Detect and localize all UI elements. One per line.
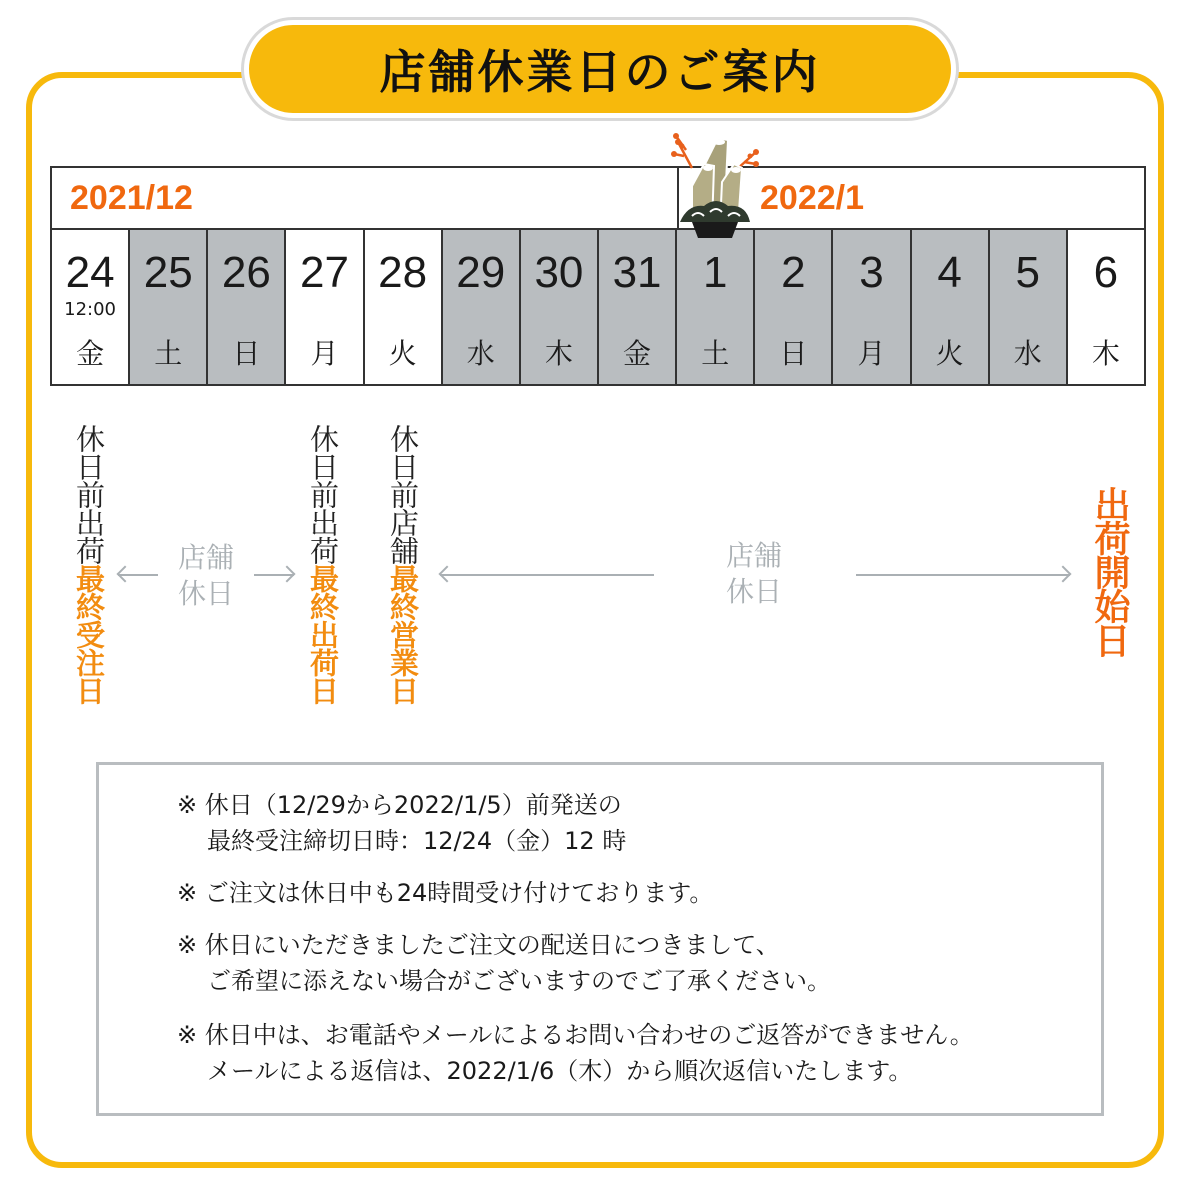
closed-label-2-line2: 休日 <box>725 575 782 608</box>
day-cell <box>599 230 677 384</box>
arrow-left-1 <box>118 574 158 576</box>
notes-box <box>96 762 1104 1116</box>
note-3-line2: ご希望に添えない場合がございますのでご了承ください。 <box>207 967 831 995</box>
day-weekday: 月 <box>310 337 339 370</box>
note-3-line1: ※ 休日にいただきましたご注文の配送日につきまして、 <box>177 931 780 959</box>
day-cell <box>1068 230 1144 384</box>
day-weekday: 月 <box>857 337 886 370</box>
day-cell <box>521 230 599 384</box>
day27-label-top: 休日前出荷 <box>306 424 340 564</box>
day-cell <box>833 230 911 384</box>
holiday-calendar <box>50 166 1146 386</box>
day-weekday: 日 <box>232 337 261 370</box>
day-number: 6 <box>1093 248 1119 297</box>
day-cell <box>755 230 833 384</box>
month-label-dec: 2021/12 <box>70 178 193 217</box>
day-weekday: 木 <box>1091 337 1120 370</box>
day-number: 3 <box>859 248 884 297</box>
month-label-jan: 2022/1 <box>760 178 864 217</box>
note-2-line1: ※ ご注文は休日中も24時間受け付けております。 <box>177 879 714 907</box>
day-number: 31 <box>612 248 662 297</box>
day24-label <box>72 424 106 704</box>
day-weekday: 火 <box>935 337 964 370</box>
note-2 <box>177 875 713 911</box>
shipping-start-label: 出荷開始日 <box>1089 486 1130 656</box>
note-1-line2: 最終受注締切日時：12/24（金）12 時 <box>207 827 627 855</box>
day-row <box>52 230 1144 384</box>
day-weekday: 日 <box>779 337 808 370</box>
note-4 <box>177 1017 974 1089</box>
day-weekday: 金 <box>76 337 105 370</box>
day-cell <box>912 230 990 384</box>
day-cell <box>365 230 443 384</box>
day-cell <box>208 230 286 384</box>
month-row <box>52 168 1144 230</box>
day24-label-bottom: 最終受注日 <box>72 564 106 704</box>
note-4-line2: メールによる返信は、2022/1/6（木）から順次返信いたします。 <box>207 1057 913 1085</box>
day-weekday: 木 <box>544 337 573 370</box>
day-weekday: 金 <box>623 337 652 370</box>
day-weekday: 土 <box>154 337 183 370</box>
note-1-line1: ※ 休日（12/29から2022/1/5）前発送の <box>177 791 622 819</box>
day-number: 26 <box>221 248 271 297</box>
note-4-line1: ※ 休日中は、お電話やメールによるお問い合わせのご返答ができません。 <box>177 1021 974 1049</box>
day-cell <box>990 230 1068 384</box>
day-number: 25 <box>143 248 193 297</box>
day-cell <box>286 230 364 384</box>
note-3 <box>177 927 831 999</box>
day-number: 28 <box>378 248 428 297</box>
day-weekday: 土 <box>701 337 730 370</box>
note-1 <box>177 787 626 859</box>
day-cell <box>130 230 208 384</box>
closed-label-2-line1: 店舗 <box>725 539 782 572</box>
day-weekday: 水 <box>466 337 495 370</box>
day-weekday: 水 <box>1013 337 1042 370</box>
closed-label-1-line2: 休日 <box>177 577 234 610</box>
day-cell <box>443 230 521 384</box>
day27-label <box>306 424 340 704</box>
closed-label-1-line1: 店舗 <box>177 541 234 574</box>
kadomatsu-icon <box>670 126 760 244</box>
day27-label-bottom: 最終出荷日 <box>306 564 340 704</box>
arrow-right-2 <box>856 574 1070 576</box>
day24-label-top: 休日前出荷 <box>72 424 106 564</box>
day-cell <box>52 230 130 384</box>
day-number: 27 <box>300 248 349 297</box>
title-banner <box>244 20 956 118</box>
page-title: 店舗休業日のご案内 <box>379 45 821 99</box>
day-number: 29 <box>456 248 506 297</box>
arrow-left-2 <box>440 574 654 576</box>
closed-label-1 <box>168 540 244 612</box>
day-number: 2 <box>781 248 806 297</box>
day-cell <box>677 230 755 384</box>
day28-label-top: 休日前店舗 <box>386 424 420 564</box>
day28-label <box>386 424 420 704</box>
day28-label-bottom: 最終営業日 <box>386 564 420 704</box>
day-number: 4 <box>937 248 962 297</box>
day-number: 5 <box>1015 248 1040 297</box>
day-time: 12:00 <box>64 299 116 320</box>
day-number: 30 <box>534 248 584 297</box>
day-number: 1 <box>702 248 728 297</box>
closed-label-2 <box>712 538 796 610</box>
day-weekday: 火 <box>388 337 417 370</box>
arrow-right-1 <box>254 574 294 576</box>
day-number: 24 <box>65 248 115 297</box>
